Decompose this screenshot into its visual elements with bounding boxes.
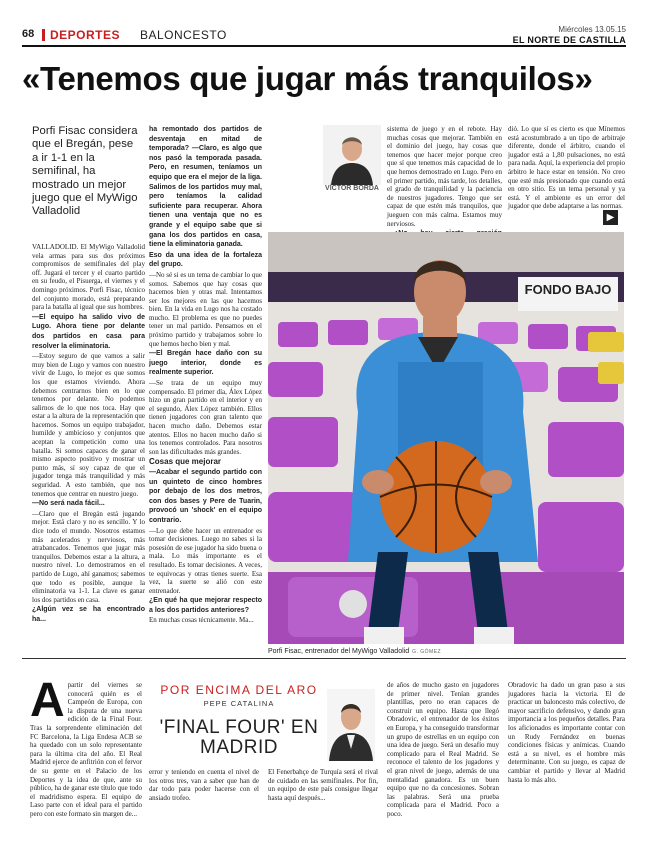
interview-question: —El equipo ha salido vivo de Lugo. Ahora tiene por delante dos partidos en casa para resolver la eliminatoria.	[32, 313, 145, 350]
opinion-text: de años de mucho gasto en jugadores de primer nivel. Tenían grandes plantillas, pero no eran capaces de construir un equipo. Hasta que llegó Obradovic, el entrenador de los éxitos en Europa, y ha conseguido transformar un grupo de estrellas en un equipo con una idea de juego. Será un desafío muy complicado para el Real Madrid. Se reconoce el talento de los jugadores y el gran nivel de juego, además de una mentalidad ganadora. Es un buen equipo que no da concesiones. Sobran las palabras. Será una prueba complicada para el Madrid. Poco a poco.	[387, 681, 499, 818]
interview-question: —No será nada fácil...	[32, 500, 105, 508]
opinion-column-5	[508, 681, 625, 826]
page-number: 68	[22, 28, 35, 40]
interview-question: ¿En qué ha que mejorar respecto a los dos partidos anteriores?	[149, 597, 262, 614]
interview-answer: dió. Lo que sí es cierto es que Mínemos está acostumbrado a un tipo de arbitraje diferente, donde el árbitro, cuando el jugador está a 1,80 pulsaciones, no está para nada. Aquí, la experiencia del propio árbitro le hace estar en tensión. No creo que esté más presionado que cuando está en otro sitio. Es un tema personal y ya está. Y el ambiente es un error del jugador que debe adaptarse a las normas.	[508, 125, 626, 211]
interview-answer: —Estoy seguro de que vamos a salir muy bien de Lugo y vamos con nuestro vivir de Lugo, lo mejor es que somos los que estamos viviendo. Ahora debemos centrarnos bien en lo que tenemos por delante. No podemos salirnos de lo que nos toca. Hay que estar a la altura de la representación que hacemos. Somos un equipo trabajador, humilde y ambicioso y conjuntos que aceptan la competición como una batalla. Si somos capaces de ganar el mismo aspecto positivo y mostrar un punto más, sí soy capaz de que el jugador tenga más tranquilidad y más seguridad. A esto también, que nos tenemos que centrar en nuestro juego.	[32, 352, 145, 498]
opinion-box	[149, 681, 376, 763]
opinion-text: partir del viernes se conocerá quién es el Campeón de Europa, con la disputa de una nueva edición de la Final Four. Tras la sorprendente eliminación del FC Barcelona, la Liga Endesa ACB se ha quedado con un solo representante para la última cita del año. El Real Madrid ejerce de anfitrión con el fervor de su gente en el Palacio de los Deportes y la idea de que, ante su público, ha de ganar este título que todo el madridismo espera. El equipo de Laso parte con el ideal para el partido pero con este formato sin margen de...	[30, 681, 142, 818]
opinion-title: 'FINAL FOUR' EN MADRID	[159, 717, 319, 758]
section-name: DEPORTES	[50, 28, 121, 42]
interview-answer: —No sé si es un tema de cambiar lo que somos. Sabemos que hay cosas que hacemos bien y otras mal. Intentamos ser los mejores en las que hacemos bien. En la vida en Lugo nos ha costado mucho. El problema es que no puedes tener un mal partido. Pensamos en el próximo partido y trabajamos sobre lo que hemos hecho bien y mal.	[149, 270, 262, 348]
article-column-4	[387, 125, 502, 228]
interview-answer: —Lo que debe hacer un entrenador es tomar decisiones. Luego no sabes si la posesión de ese jugador ha sido buena o mala. Lo más importante es el resultado. Es tomar decisiones. A veces, te equivocas y otras tienes suerte. Esa vez, la suerte se alió con este entrenador.	[149, 526, 262, 595]
interview-question: ha remontado dos partidos de desventaja en mitad de temporada? —Claro, es algo que nos pasó la temporada pasada. Pero, en resumen, teníamos un equipo que era el mejor de la liga. Salimos de los partidos muy mal, pero teníamos la calidad suficiente para recuperar. Ahora tienen una ventaja que no es grande y el equipo sabe que si gana los dos partidos en casa, tiene la eliminatoria ganada.	[149, 126, 262, 249]
opinion-author: PEPE CATALINA	[203, 699, 275, 708]
subsection-name: BALONCESTO	[140, 28, 227, 42]
interview-question: Eso da una idea de la fortaleza del grupo.	[149, 251, 262, 269]
interview-answer: En muchas cosas técnicamente. Ma...	[149, 616, 254, 625]
photo-caption	[268, 648, 624, 655]
author-byline	[323, 125, 381, 207]
headline: «Tenemos que jugar más tranquilos»	[22, 60, 593, 97]
opinion-author-portrait	[327, 689, 375, 761]
drop-cap: A	[30, 674, 65, 727]
interview-answer: —Se trata de un equipo muy compensado. El primer día, Álex López hizo un gran partido en el interior y en el segundo, Álex López también. Ellos tienen jugadores con gran talento que hacen mucho daño. Debemos estar atentos. Ellos no hacen mucho daño si los tenemos controlados. Para nosotros son las dificultades más grandes.	[149, 379, 262, 456]
opinion-text: error y teniendo en cuenta el nivel de los otros tres, van a saber que han de dar todo para poder hacerse con el ansiado trofeo.	[149, 768, 259, 802]
caption-text: Porfi Fisac, entrenador del MyWigo Valladolid	[268, 648, 410, 655]
newspaper-name: EL NORTE DE CASTILLA	[512, 35, 626, 45]
author-name: VÍCTOR BORDA	[325, 185, 379, 192]
interview-question: —El Bregán hace daño con su juego interior, donde es realmente superior.	[149, 350, 262, 377]
opinion-kicker: POR ENCIMA DEL ARO	[160, 683, 318, 697]
lead-paragraph: Porfi Fisac considera que el Bregán, pese a ir 1-1 en la semifinal, ha mostrado un mejor juego que el MyWigo Valladolid	[32, 125, 138, 218]
opinion-column-3	[268, 768, 378, 828]
page-header	[22, 25, 626, 45]
section-marker	[42, 29, 45, 41]
subheading: Cosas que mejorar	[149, 457, 222, 467]
banner-text: FONDO BAJO	[524, 282, 612, 297]
opinion-column-2	[149, 768, 259, 828]
opinion-column-4	[387, 681, 499, 826]
issue-date: Miércoles 13.05.15	[558, 25, 626, 34]
continue-arrow-icon: ▶	[603, 210, 618, 225]
article-intro: VALLADOLID. El MyWigo Valladolid vela armas para sus dos próximos compromisos de semifinales del play off. Jugará el tercer y el cuarto partido en su feudo, el Pisuerga, el viernes y el domingo próximos. Porfi Fisac, técnico del conjunto morado, está preparando para la batalla al igual que sus hombres.	[32, 243, 145, 312]
opinion-text: El Fenerbahçe de Turquía será el rival de cuidado en las semifinales. Por fin, un equipo de este país consigue llegar hasta aquí después...	[268, 768, 378, 802]
coach-photo-illustration	[268, 232, 624, 644]
main-photo	[268, 232, 624, 644]
interview-answer: sistema de juego y en el rebote. Hay muchas cosas que mejorar. También en el dominio del juego, hay cosas que tenemos que hacer mejor porque creo que sí que tenemos más capacidad de lo que hemos demostrado en Lugo. Pero en el primer partido, más tarde, los detalles, el grado de tranquilidad y la paciencia de nuestros jugadores. Tengo que ser capaz de que estén más tranquilos, que jueguen con más calma. Estamos muy nerviosos.	[387, 125, 502, 228]
interview-question: ¿Algún vez se ha encontrado ha...	[32, 606, 145, 623]
article-column-2	[149, 125, 262, 645]
opinion-column-1	[30, 674, 142, 821]
header-rule	[22, 45, 626, 47]
section-separator	[22, 658, 626, 659]
interview-question: —Acabar el segundo partido con un quinteto de cinco hombres por debajo de los dos metros, con dos bases y Pere de Tuarin, provocó un 'shock' en el equipo contrario.	[149, 468, 262, 524]
article-column-1	[32, 243, 145, 641]
interview-answer: —Claro que el Bregán está jugando mejor. Está claro y no es sencillo. Y lo dice todo el mundo. Nosotros estamos más acelerados y nerviosos, más atrabancados. Tenemos que jugar más tranquilos. Debemos estar a la altura, a nuestro nivel. Lo demostramos en el partido de Lugo, ahí ganamos; sabemos que todo es posible, aunque la eliminatoria va 1-1. La clave es ganar los dos partidos en casa.	[32, 509, 145, 604]
author-portrait	[323, 125, 381, 185]
opinion-text: Obradovic ha dado un gran paso a sus jugadores hacia la victoria. El de practicar un baloncesto más colectivo, de mayor sacrificio defensivo, y dando gran importancia a los pequeños detalles. Para los aficionados es importante contar con un Rudy Fernández en buenas condiciones físicas y anímicas. Cuando está a su nivel, es el hombre más determinante. Con su juego, es capaz de cambiar el partido y llevar al Madrid hasta lo más alto.	[508, 681, 625, 784]
photo-credit: G. GÓMEZ	[412, 649, 442, 655]
